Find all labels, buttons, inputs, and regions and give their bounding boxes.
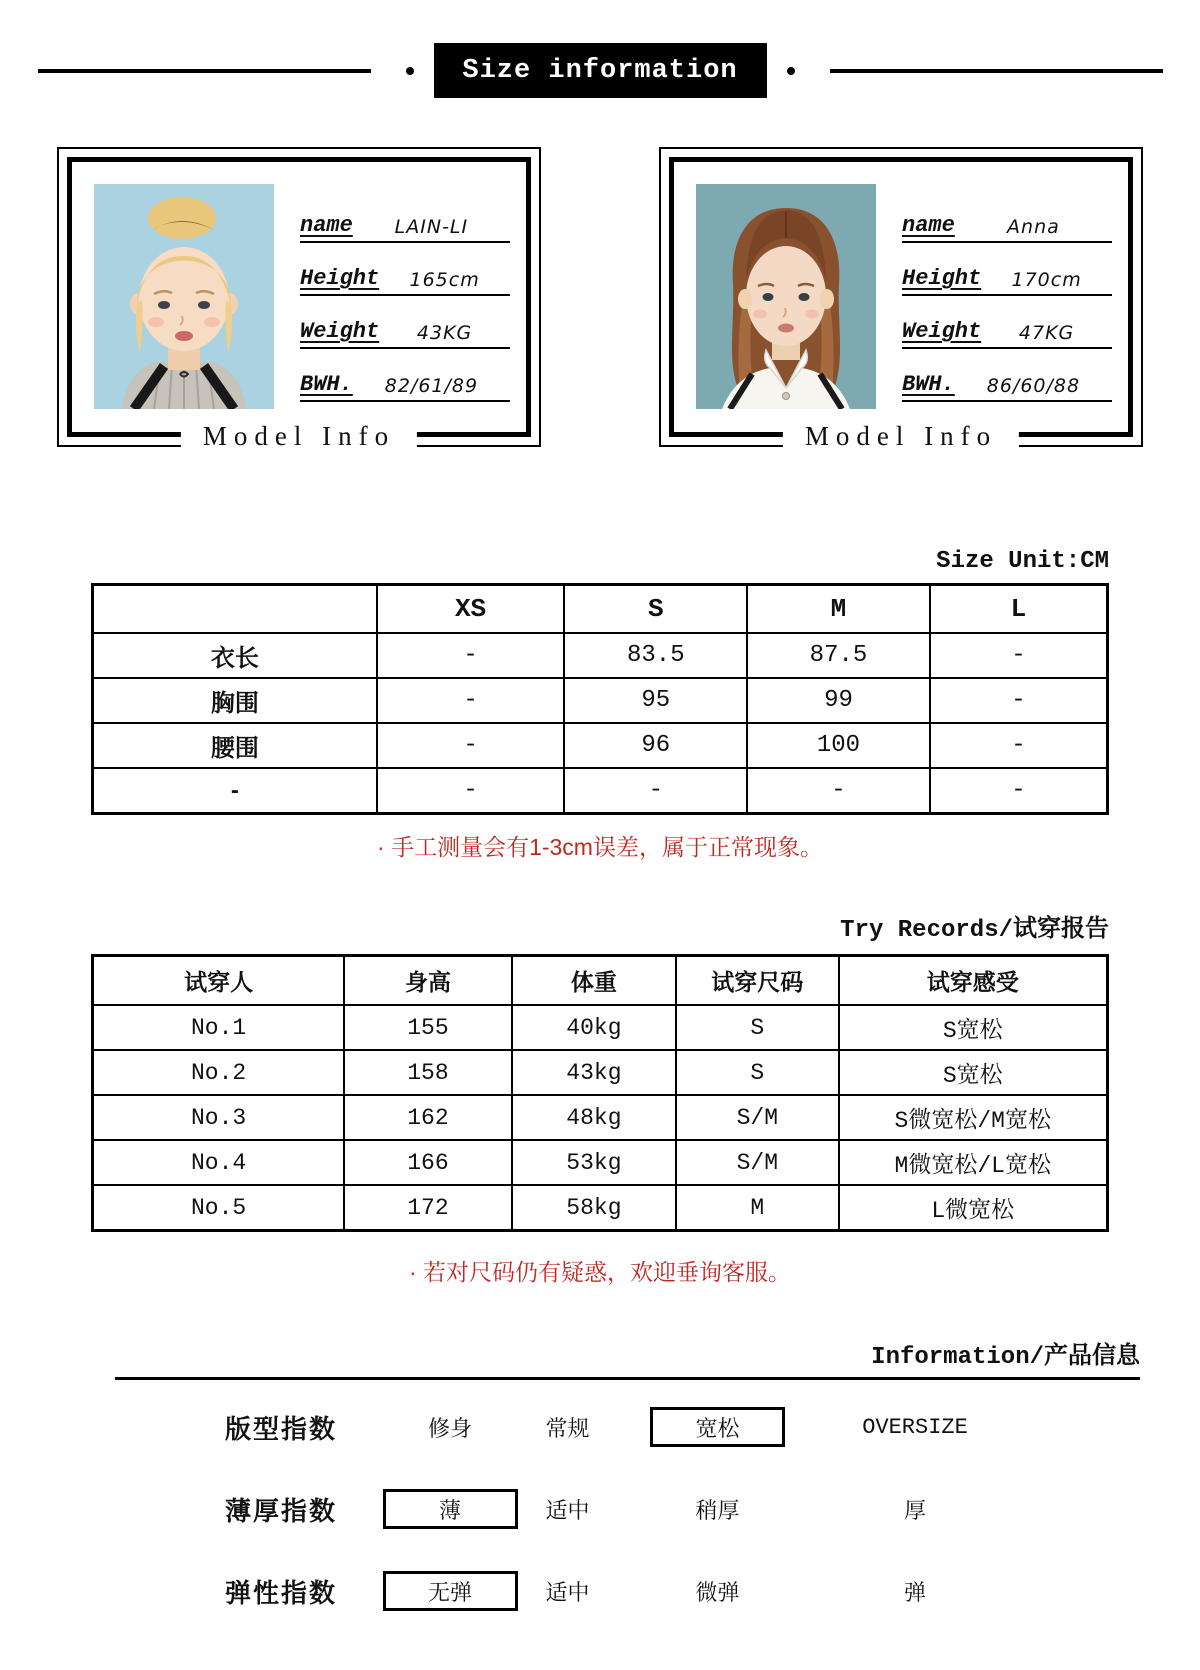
cell-value: 58kg xyxy=(512,1185,676,1231)
model-photo-2 xyxy=(696,184,876,409)
option: 厚 xyxy=(903,1499,926,1525)
cell-value: 155 xyxy=(344,1005,511,1050)
cell-value: S/M xyxy=(676,1095,838,1140)
field-name xyxy=(300,190,510,243)
cell-value: - xyxy=(377,633,565,678)
column-header: S xyxy=(564,585,747,634)
cell-value: S微宽松/M宽松 xyxy=(839,1095,1108,1140)
model-card-footer: Model Info xyxy=(181,419,417,453)
row-label: No.3 xyxy=(93,1095,345,1140)
table-row xyxy=(93,1005,1108,1050)
cell-value: S xyxy=(676,1005,838,1050)
model-fields-2 xyxy=(902,184,1112,412)
cell-value: 166 xyxy=(344,1140,511,1185)
table-row xyxy=(93,768,1108,814)
cell-value: 100 xyxy=(747,723,930,768)
table-row xyxy=(93,1185,1108,1231)
cell-value: S xyxy=(676,1050,838,1095)
column-header: 试穿感受 xyxy=(839,956,1108,1006)
tables-section xyxy=(91,548,1109,1287)
cell-value: 172 xyxy=(344,1185,511,1231)
header-row xyxy=(93,956,1108,1006)
cell-value: - xyxy=(377,678,565,723)
size-unit-label: Size Unit:CM xyxy=(936,548,1109,575)
column-header: L xyxy=(930,585,1108,634)
field-value: 86/60/88 xyxy=(986,375,1081,397)
blonde-model-illustration xyxy=(94,184,274,409)
cell-value: - xyxy=(930,678,1108,723)
table-row xyxy=(93,1095,1108,1140)
header-row xyxy=(93,585,1108,634)
cell-value: M微宽松/L宽松 xyxy=(839,1140,1108,1185)
table-row xyxy=(93,1050,1108,1095)
cell-value: M xyxy=(676,1185,838,1231)
model-cards-row xyxy=(0,147,1200,451)
option: 常规 xyxy=(545,1417,590,1443)
banner xyxy=(0,43,1200,98)
try-records-table xyxy=(91,954,1109,1232)
decorative-dot-right xyxy=(787,67,795,75)
product-info-section xyxy=(115,1335,1140,1613)
cell-value: - xyxy=(930,768,1108,814)
size-help-note: · 若对尺码仍有疑惑，欢迎垂询客服。 xyxy=(408,1259,792,1285)
info-row xyxy=(115,1487,1140,1531)
size-table xyxy=(91,583,1109,815)
column-header: 体重 xyxy=(512,956,676,1006)
field-label: BWH. xyxy=(300,372,353,397)
field-label: Height xyxy=(300,266,380,291)
field-value: Anna xyxy=(1007,216,1060,238)
auburn-model-illustration xyxy=(696,184,876,409)
info-row-label: 弹性指数 xyxy=(225,1577,338,1608)
option: 稍厚 xyxy=(695,1499,740,1525)
product-info-divider xyxy=(115,1377,1140,1380)
row-label: No.1 xyxy=(93,1005,345,1050)
cell-value: 40kg xyxy=(512,1005,676,1050)
column-header: 试穿尺码 xyxy=(676,956,838,1006)
field-name xyxy=(902,190,1112,243)
cell-value: S/M xyxy=(676,1140,838,1185)
cell-value: - xyxy=(930,633,1108,678)
info-row xyxy=(115,1569,1140,1613)
option-selected: 宽松 xyxy=(650,1407,785,1447)
option: 适中 xyxy=(545,1581,590,1607)
row-label: No.4 xyxy=(93,1140,345,1185)
field-height xyxy=(300,243,510,296)
cell-value: 99 xyxy=(747,678,930,723)
model-card-1-frame xyxy=(67,157,531,437)
model-card-2-frame xyxy=(669,157,1133,437)
product-info-title: Information/产品信息 xyxy=(871,1344,1140,1371)
field-value: 47KG xyxy=(1018,322,1075,344)
option: 弹 xyxy=(903,1581,926,1607)
field-value: 82/61/89 xyxy=(384,375,479,397)
option: 微弹 xyxy=(695,1581,740,1607)
field-value: 170cm xyxy=(1011,269,1082,291)
cell-value: 53kg xyxy=(512,1140,676,1185)
option: OVERSIZE xyxy=(862,1414,968,1440)
cell-value: - xyxy=(377,723,565,768)
column-header: XS xyxy=(377,585,565,634)
decorative-dot-left xyxy=(406,67,414,75)
table-row xyxy=(93,723,1108,768)
cell-value: S宽松 xyxy=(839,1050,1108,1095)
try-records-title: Try Records/试穿报告 xyxy=(840,917,1109,944)
field-bwh xyxy=(902,349,1112,402)
cell-value: 96 xyxy=(564,723,747,768)
model-photo-1 xyxy=(94,184,274,409)
product-info-rows xyxy=(115,1405,1140,1613)
table-row xyxy=(93,678,1108,723)
column-header: 试穿人 xyxy=(93,956,345,1006)
cell-value: 158 xyxy=(344,1050,511,1095)
model-card-1 xyxy=(57,147,541,451)
option: 修身 xyxy=(427,1417,472,1443)
info-row xyxy=(115,1405,1140,1449)
row-label: No.5 xyxy=(93,1185,345,1231)
row-label: 腰围 xyxy=(93,723,377,768)
decorative-line-right xyxy=(830,69,1163,73)
model-fields-1 xyxy=(300,184,510,412)
field-label: Height xyxy=(902,266,982,291)
model-card-footer: Model Info xyxy=(783,419,1019,453)
cell-value: - xyxy=(930,723,1108,768)
measurement-note: · 手工测量会有1-3cm误差，属于正常现象。 xyxy=(377,834,823,860)
cell-value: 162 xyxy=(344,1095,511,1140)
decorative-line-left xyxy=(38,69,371,73)
field-label: name xyxy=(300,213,353,238)
column-header: 身高 xyxy=(344,956,511,1006)
info-row-label: 版型指数 xyxy=(225,1413,338,1444)
field-label: BWH. xyxy=(902,372,955,397)
row-label: - xyxy=(93,768,377,814)
info-row-label: 薄厚指数 xyxy=(225,1495,338,1526)
option-selected: 薄 xyxy=(383,1489,518,1529)
cell-value: - xyxy=(747,768,930,814)
table-row xyxy=(93,633,1108,678)
cell-value: S宽松 xyxy=(839,1005,1108,1050)
cell-value: 95 xyxy=(564,678,747,723)
column-header: M xyxy=(747,585,930,634)
row-label: No.2 xyxy=(93,1050,345,1095)
field-label: name xyxy=(902,213,955,238)
cell-value: - xyxy=(377,768,565,814)
model-card-2 xyxy=(659,147,1143,451)
option: 适中 xyxy=(545,1499,590,1525)
field-weight xyxy=(300,296,510,349)
field-value: LAIN-LI xyxy=(394,216,469,238)
column-header xyxy=(93,585,377,634)
cell-value: L微宽松 xyxy=(839,1185,1108,1231)
table-row xyxy=(93,1140,1108,1185)
field-value: 165cm xyxy=(409,269,480,291)
cell-value: 43kg xyxy=(512,1050,676,1095)
field-label: Weight xyxy=(300,319,380,344)
field-bwh xyxy=(300,349,510,402)
field-label: Weight xyxy=(902,319,982,344)
cell-value: - xyxy=(564,768,747,814)
cell-value: 87.5 xyxy=(747,633,930,678)
option-selected: 无弹 xyxy=(383,1571,518,1611)
field-weight xyxy=(902,296,1112,349)
cell-value: 83.5 xyxy=(564,633,747,678)
field-value: 43KG xyxy=(416,322,473,344)
row-label: 胸围 xyxy=(93,678,377,723)
row-label: 衣长 xyxy=(93,633,377,678)
page-title: Size information xyxy=(434,43,767,98)
field-height xyxy=(902,243,1112,296)
cell-value: 48kg xyxy=(512,1095,676,1140)
